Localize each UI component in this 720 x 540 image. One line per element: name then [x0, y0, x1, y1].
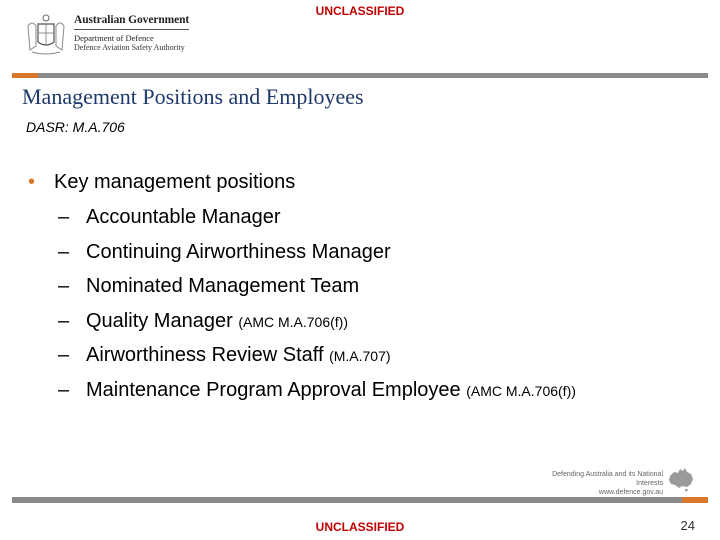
- list-item-text: Quality Manager: [86, 309, 233, 332]
- list-item-text: Accountable Manager: [86, 206, 281, 228]
- footer-divider-accent: [682, 497, 708, 503]
- dash-marker: –: [58, 344, 70, 367]
- tagline-motto: Defending Australia and its National Interests: [552, 471, 663, 487]
- list-item-reference: (AMC M.A.706(f)): [466, 382, 576, 399]
- list-item: [58, 206, 576, 241]
- list-item: [58, 241, 576, 276]
- dash-marker: –: [58, 309, 70, 332]
- slide-title: Management Positions and Employees: [22, 84, 364, 109]
- list-item-reference: (M.A.707): [329, 348, 391, 365]
- logo-divider: [74, 29, 189, 30]
- bullet-marker: •: [28, 171, 36, 193]
- list-item: [58, 275, 576, 310]
- logo-agency-name: Defence Aviation Safety Authority: [74, 43, 185, 52]
- dash-marker: –: [58, 240, 70, 263]
- classification-marking-top: UNCLASSIFIED: [315, 4, 405, 18]
- australia-map-icon: [667, 466, 695, 492]
- page-number: 24: [680, 518, 695, 533]
- dash-marker: –: [58, 206, 70, 228]
- header-divider-accent: [12, 73, 38, 78]
- logo-government-name: Australian Government: [74, 14, 190, 26]
- tagline-url: www.defence.gov.au: [598, 489, 663, 496]
- government-logo: [22, 10, 197, 60]
- commonwealth-crest-icon: [24, 12, 68, 56]
- list-item: [58, 344, 576, 379]
- footer-tagline: [540, 470, 663, 497]
- header-divider: [12, 73, 708, 78]
- list-item: [58, 379, 576, 414]
- list-item-text: Maintenance Program Approval Employee: [86, 378, 461, 401]
- main-bullet-text: Key management positions: [54, 171, 296, 193]
- list-item-reference: (AMC M.A.706(f)): [238, 313, 348, 330]
- sub-bullet-list: [58, 206, 576, 414]
- logo-department-name: Department of Defence: [74, 33, 154, 43]
- dash-marker: –: [58, 275, 70, 298]
- slide-subtitle: DASR: M.A.706: [26, 119, 125, 135]
- list-item: [58, 310, 576, 345]
- list-item-text: Continuing Airworthiness Manager: [86, 240, 391, 263]
- classification-marking-bottom: UNCLASSIFIED: [315, 520, 405, 534]
- footer-divider: [12, 497, 708, 503]
- list-item-text: Nominated Management Team: [86, 275, 360, 298]
- main-bullet: [28, 171, 295, 194]
- list-item-text: Airworthiness Review Staff: [86, 344, 324, 367]
- dash-marker: –: [58, 378, 70, 401]
